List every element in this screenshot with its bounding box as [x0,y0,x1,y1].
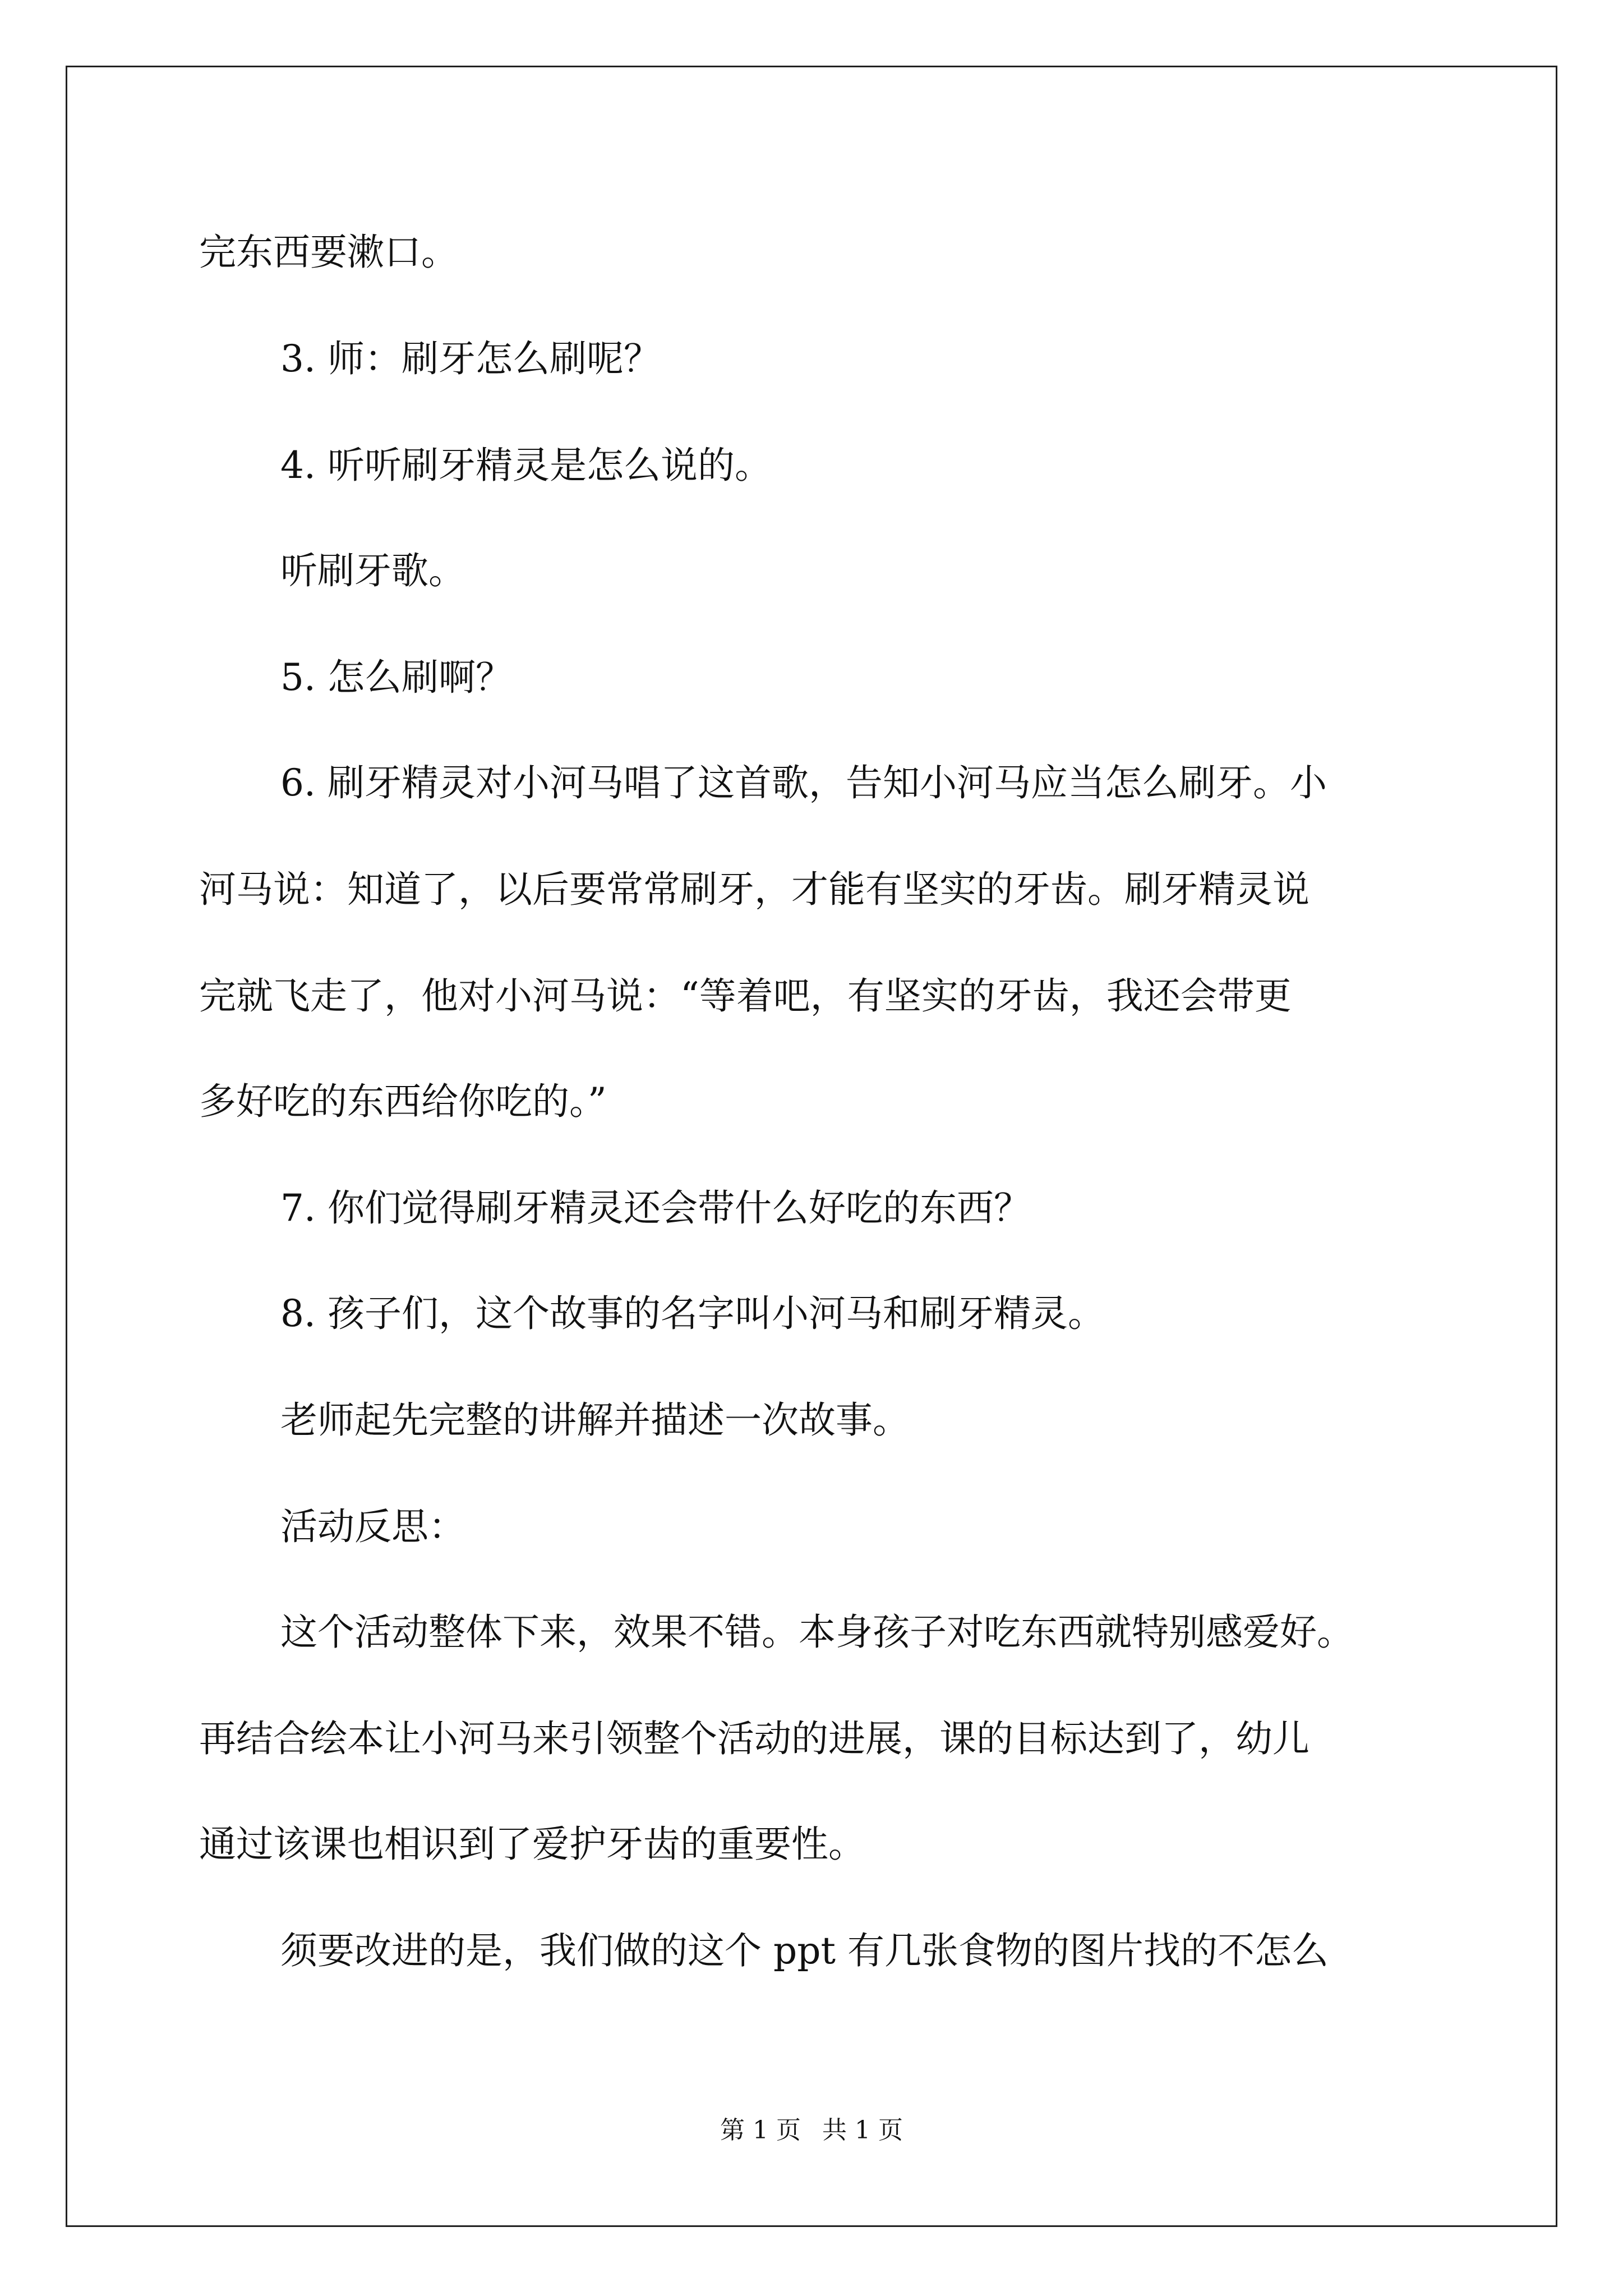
text-line-5: 5. 怎么刷啊？ [280,656,513,699]
text-line-8: 完就飞走了，他对小河马说：“等着吧，有坚实的牙齿，我还会带更 [199,974,1292,1018]
text-line-11: 8. 孩子们，这个故事的名字叫小河马和刷牙精灵。 [280,1292,1105,1335]
text-line-9: 多好吃的东西给你吃的。” [199,1080,607,1123]
text-line-17: 须要改进的是，我们做的这个 ppt 有几张食物的图片找的不怎么 [280,1929,1329,1972]
text-line-15: 再结合绘本让小河马来引领整个活动的进展，课的目标达到了，幼儿 [199,1717,1310,1760]
text-line-3: 4. 听听刷牙精灵是怎么说的。 [280,444,772,487]
page-footer [0,2115,1623,2146]
text-line-2: 3. 师：刷牙怎么刷呢？ [280,337,661,380]
text-line-10: 7. 你们觉得刷牙精灵还会带什么好吃的东西？ [280,1186,1031,1230]
text-line-1: 完东西要漱口。 [199,231,458,274]
text-line-7: 河马说：知道了，以后要常常刷牙，才能有坚实的牙齿。刷牙精灵说 [199,868,1310,911]
text-line-6: 6. 刷牙精灵对小河马唱了这首歌，告知小河马应当怎么刷牙。小 [280,761,1327,804]
text-line-4: 听刷牙歌。 [280,549,465,592]
text-line-12: 老师起先完整的讲解并描述一次故事。 [280,1398,910,1442]
text-line-16: 通过该课也相识到了爱护牙齿的重要性。 [199,1823,865,1866]
page-number: 第 1 页 [720,2116,801,2145]
page-total: 共 1 页 [822,2116,903,2145]
text-line-14: 这个活动整体下来，效果不错。本身孩子对吃东西就特别感爱好。 [280,1611,1354,1654]
text-line-13: 活动反思： [280,1505,465,1548]
page-border [66,66,1557,2227]
